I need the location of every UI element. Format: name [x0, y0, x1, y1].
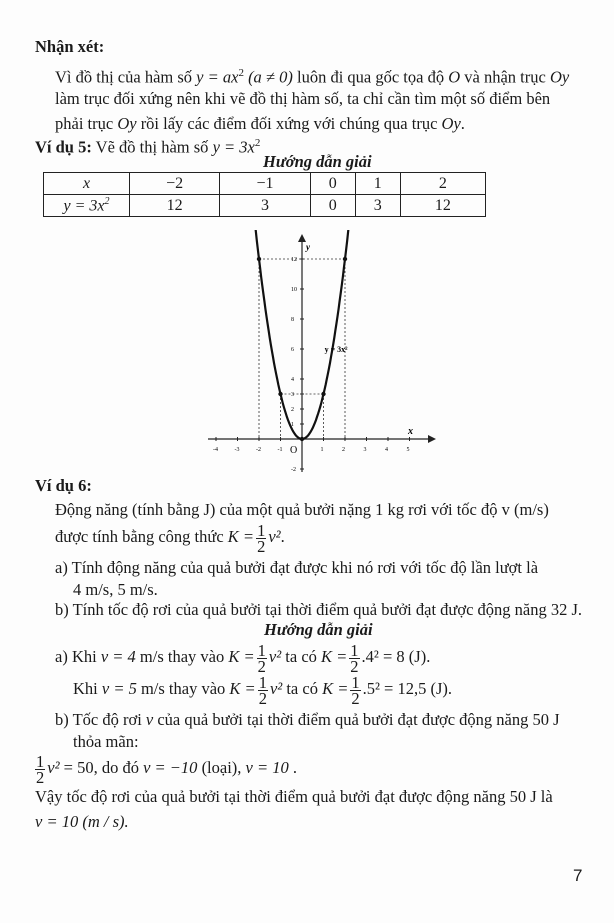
y-tick-label: 10: [291, 287, 297, 293]
data-point: [257, 257, 261, 261]
y-axis-label: y: [306, 242, 310, 252]
remark-title: Nhận xét:: [35, 37, 105, 56]
question-b: b) Tính tốc độ rơi của quả bưởi tại thời điểm quả bưởi đạt được động năng 32 J.: [55, 600, 583, 619]
example5-statement: Ví dụ 5: Vẽ đồ thị hàm số $y = 3x^2$: [35, 137, 261, 157]
x-tick-label: 3: [363, 447, 367, 453]
example6-title: Ví dụ 6:: [35, 476, 92, 495]
x-tick-label: -1: [277, 447, 283, 453]
x-tick-label: 4: [385, 447, 388, 453]
solution-b-line-2: thỏa mãn:: [73, 732, 139, 751]
y-axis-arrow-icon: [298, 234, 306, 242]
question-a-line-1: a) Tính động năng của quả bưởi đạt được khi nó rơi với tốc độ lần lượt là: [55, 558, 539, 577]
solution-b-equation: $\frac{1}{2}$ v² = 50, do đó v = −10 (loại), v = 10 .: [36, 751, 298, 787]
function-label: y = 3x²: [324, 345, 348, 354]
x-tick-label: -2: [256, 447, 261, 453]
example6-p2: được tính bằng công thức K = $\frac{1}{2}$ v².: [55, 520, 285, 556]
y-tick-label: 4: [291, 377, 294, 383]
data-point: [300, 437, 304, 441]
y-tick-label: 1: [291, 422, 294, 428]
x-axis-label: x: [408, 426, 413, 437]
solution-a-line-2: Khi v = 5 m/s thay vào K = $\frac{1}{2}$ v² ta có K = $\frac{1}{2}$ .5² = 12,5 (J).: [73, 672, 453, 708]
x-tick-label: 2: [342, 447, 345, 453]
y-tick-label: 2: [291, 407, 294, 413]
conclusion-line-1: Vậy tốc độ rơi của quả bưởi tại thời điểm quả bưởi đạt được động năng 50 J là: [35, 787, 553, 806]
table-row-x: x −2 −1 0 1 2: [44, 173, 486, 195]
x-tick-label: -3: [234, 447, 240, 453]
remark-line-2: làm trục đối xứng nên khi vẽ đồ thị hàm số, ta chỉ cần tìm một số điểm bên: [55, 89, 551, 108]
x-axis-arrow-icon: [428, 435, 436, 443]
data-point: [343, 257, 347, 261]
conclusion-line-2: v = 10 (m / s).: [35, 812, 129, 831]
solution-b-line-1: b) Tốc độ rơi v của quả bưởi tại thời điểm quả bưởi đạt được động năng 50 J: [55, 710, 560, 729]
table-row-y: $y = 3x^2$ 12 3 0 3 12: [44, 195, 486, 217]
value-table: [43, 172, 486, 217]
x-tick-label: -4: [213, 447, 218, 453]
page-number: 7: [573, 866, 583, 885]
solution-a-line-1: a) Khi v = 4 m/s thay vào K = $\frac{1}{2}$ v² ta có K = $\frac{1}{2}$ .4² = 8 (J).: [55, 640, 431, 676]
origin-label: O: [290, 445, 298, 456]
example5-guide-heading: Hướng dẫn giải: [263, 152, 372, 171]
x-tick-label: 5: [406, 447, 410, 453]
data-point: [321, 392, 325, 396]
data-point: [278, 392, 282, 396]
example6-p1: Động năng (tính bằng J) của một quả bưởi nặng 1 kg rơi với tốc độ v (m/s): [55, 500, 549, 519]
y-tick-label: 6: [291, 347, 294, 353]
example6-guide-heading: Hướng dẫn giải: [264, 620, 373, 639]
x-tick-label: 1: [320, 447, 324, 453]
question-a-line-2: 4 m/s, 5 m/s.: [73, 580, 158, 599]
y-tick-label: 3: [291, 392, 294, 398]
y-tick-label: 8: [291, 317, 294, 323]
remark-line-1: Vì đồ thị của hàm số $y = ax^2$ (a ≠ 0) luôn đi qua gốc tọa độ O và nhận trục Oy: [55, 67, 570, 87]
remark-line-3: phải trục Oy rồi lấy các điểm đối xứng với chúng qua trục Oy.: [55, 114, 465, 133]
parabola-graph: [200, 230, 440, 475]
y-tick-label: -2: [291, 467, 296, 473]
y-tick-label: 12: [291, 257, 297, 263]
